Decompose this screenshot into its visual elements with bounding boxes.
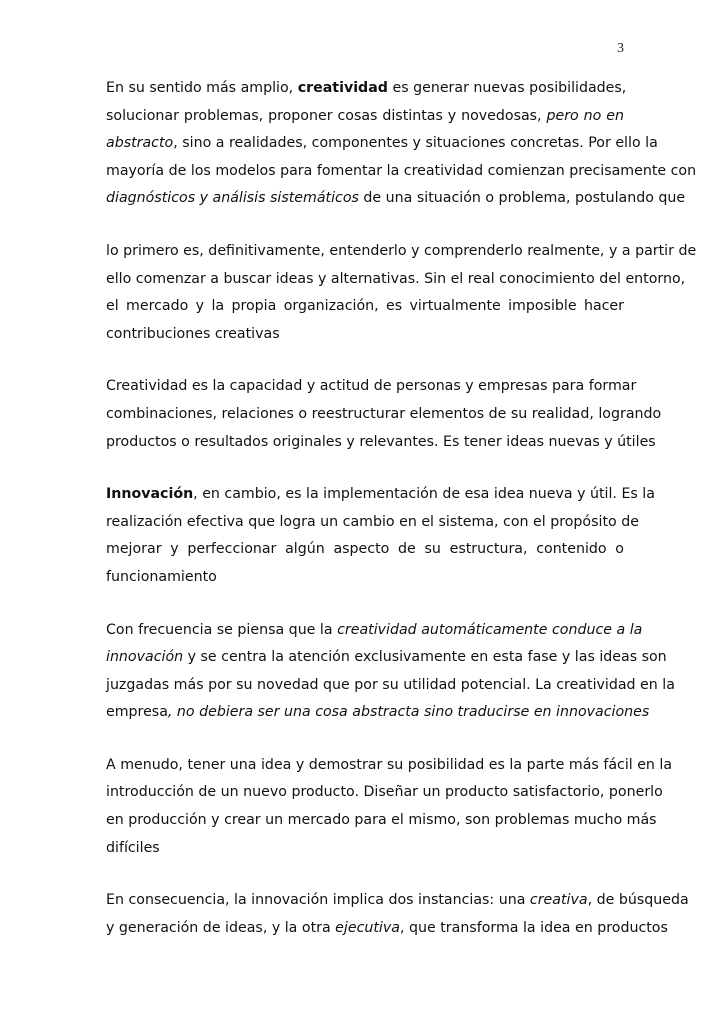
italic-text: diagnósticos y análisis sistemáticos — [106, 190, 359, 207]
text-line — [106, 509, 639, 537]
paragraph — [106, 238, 697, 348]
text-run: solucionar problemas, proponer cosas distintas y novedosas, — [106, 107, 547, 124]
text-run: empresa — [106, 704, 168, 721]
italic-text: pero no en — [546, 107, 624, 124]
text-line — [106, 617, 643, 645]
paragraph-gap — [106, 348, 624, 373]
text-run: , en cambio, es la implementación de esa idea nueva y útil. Es la — [193, 486, 655, 503]
text-line — [106, 75, 627, 103]
text-run: combinaciones, relaciones o reestructurar elementos de su realidad, logrando — [106, 405, 662, 422]
text-line — [106, 807, 657, 835]
paragraph — [106, 373, 662, 456]
text-line — [106, 293, 624, 321]
text-run: es generar nuevas posibilidades, — [387, 80, 627, 96]
text-line — [106, 915, 668, 943]
italic-text: abstracto — [106, 135, 174, 152]
text-line — [106, 158, 697, 186]
text-line — [106, 321, 624, 349]
text-run: de una situación o problema, postulando que — [358, 190, 686, 207]
text-run: ello comenzar a buscar ideas y alternativas. Sin el real conocimiento del entorno, — [106, 270, 686, 287]
text-line — [106, 266, 686, 294]
text-line — [106, 103, 624, 131]
paragraph-gap — [106, 592, 624, 617]
text-run: y generación de ideas, y la otra — [106, 919, 336, 936]
paragraph — [106, 887, 689, 942]
text-line — [106, 429, 656, 457]
paragraph-gap — [106, 213, 624, 238]
text-line — [106, 835, 624, 863]
text-run: introducción de un nuevo producto. Diseñar un producto satisfactorio, ponerlo — [106, 784, 663, 801]
text-run: , sino a realidades, componentes y situaciones concretas. Por ello la — [173, 135, 658, 152]
text-run: mejorar y perfeccionar algún aspecto de su estructura, contenido o — [106, 541, 624, 558]
text-run: realización efectiva que logra un cambio en el sistema, con el propósito de — [106, 513, 639, 530]
italic-text: , no debiera ser una cosa abstracta sino traducirse en innovaciones — [167, 704, 650, 721]
text-line — [106, 185, 686, 213]
body-text — [106, 75, 697, 942]
paragraph — [106, 752, 673, 862]
text-run: el mercado y la propia organización, es virtualmente imposible hacer — [106, 298, 624, 315]
italic-text: innovación — [106, 649, 184, 666]
text-line — [106, 644, 667, 672]
text-run: Con frecuencia se piensa que la — [106, 621, 338, 638]
text-line — [106, 752, 673, 780]
paragraph-gap — [106, 727, 624, 752]
text-line — [106, 887, 689, 915]
text-run: Creatividad es la capacidad y actitud de personas y empresas para formar — [106, 378, 637, 395]
paragraph — [106, 75, 697, 213]
text-run: , que transforma la idea en productos — [399, 919, 668, 936]
text-run: , de búsqueda — [587, 892, 689, 909]
text-line — [106, 564, 624, 592]
paragraph — [106, 617, 675, 727]
page-number: 3 — [617, 41, 624, 56]
text-run: funcionamiento — [106, 568, 217, 585]
text-line — [106, 238, 697, 266]
text-line — [106, 401, 662, 429]
text-line — [106, 536, 624, 564]
italic-text: creativa — [529, 892, 588, 909]
text-line — [106, 373, 637, 401]
bold-text: creatividad — [297, 80, 388, 96]
paragraph-gap — [106, 862, 624, 887]
text-run: contribuciones creativas — [106, 325, 280, 342]
text-run: mayoría de los modelos para fomentar la creatividad comienzan precisamente con — [106, 162, 697, 179]
paragraph — [106, 481, 655, 591]
text-line — [106, 672, 675, 700]
text-run: en producción y crear un mercado para el mismo, son problemas mucho más — [106, 812, 657, 829]
bold-text: Innovación — [106, 486, 194, 503]
text-run: En consecuencia, la innovación implica dos instancias: una — [106, 892, 530, 909]
text-line — [106, 130, 658, 158]
text-line — [106, 699, 650, 727]
text-run: A menudo, tener una idea y demostrar su posibilidad es la parte más fácil en la — [106, 756, 673, 773]
italic-text: creatividad automáticamente conduce a la — [337, 621, 643, 638]
text-run: y se centra la atención exclusivamente en esta fase y las ideas son — [183, 649, 667, 666]
text-run: juzgadas más por su novedad que por su utilidad potencial. La creatividad en la — [106, 676, 675, 693]
text-run: difíciles — [106, 839, 160, 856]
text-run: lo primero es, definitivamente, entenderlo y comprenderlo realmente, y a partir de — [106, 242, 697, 259]
text-run: productos o resultados originales y relevantes. Es tener ideas nuevas y útiles — [106, 433, 656, 450]
text-run: En su sentido más amplio, — [106, 80, 298, 96]
text-line — [106, 481, 655, 509]
paragraph-gap — [106, 456, 624, 481]
italic-text: ejecutiva — [335, 919, 400, 936]
text-line — [106, 779, 663, 807]
